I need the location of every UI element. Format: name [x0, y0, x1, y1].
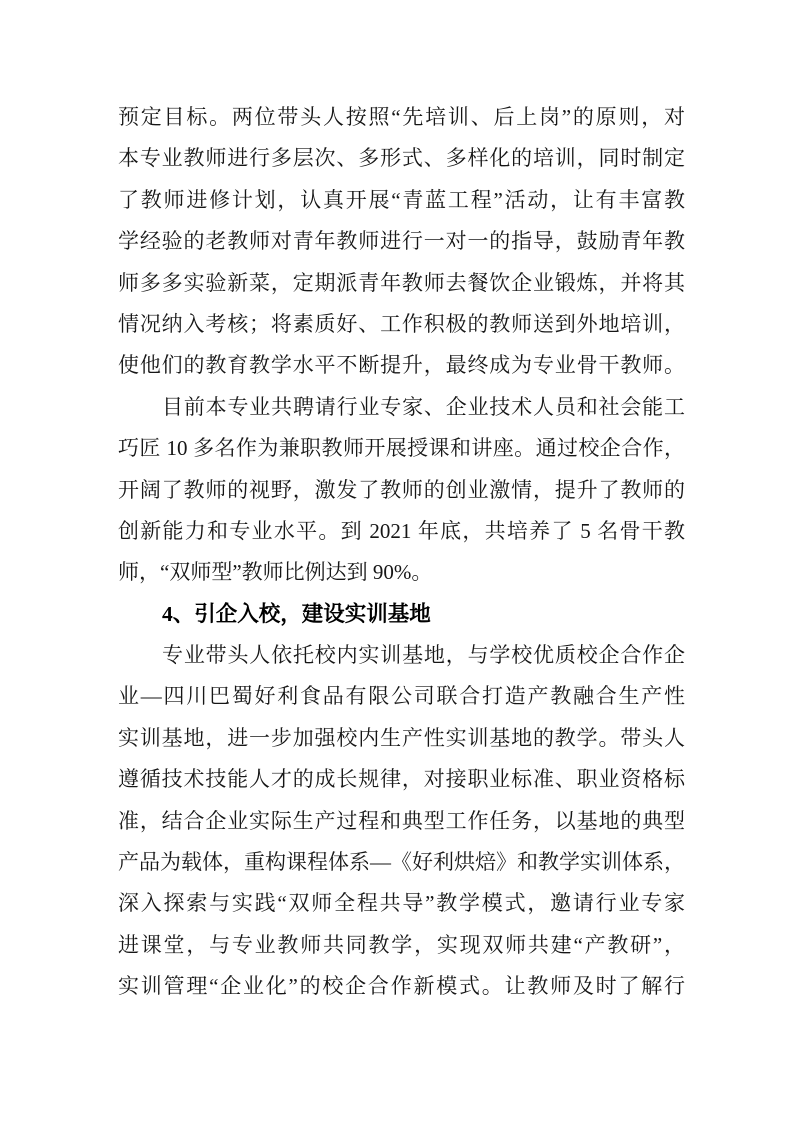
- paragraph-teacher-training: [118, 97, 685, 387]
- text-line: 准，结合企业实际生产过程和典型工作任务，以基地的典型: [118, 808, 685, 833]
- text-line: 开阔了教师的视野，激发了教师的创业激情，提升了教师的: [118, 477, 685, 502]
- text-line: 实训管理“企业化”的校企合作新模式。让教师及时了解行: [118, 974, 685, 999]
- text-line: 师多多实验新菜，定期派青年教师去餐饮企业锻炼，并将其: [118, 270, 685, 295]
- text-line: 学经验的老教师对青年教师进行一对一的指导，鼓励青年教: [118, 229, 685, 254]
- text-line: 深入探索与实践“双师全程共导”教学模式，邀请行业专家: [118, 891, 685, 916]
- paragraph-training-base: [118, 635, 685, 1008]
- text-line: 产品为载体，重构课程体系—《好利烘焙》和教学实训体系，: [118, 850, 685, 875]
- text-line: 实训基地，进一步加强校内生产性实训基地的教学。带头人: [118, 725, 685, 750]
- page-content: [118, 97, 685, 1008]
- text-line: 使他们的教育教学水平不断提升，最终成为专业骨干教师。: [118, 353, 685, 378]
- text-line: 目前本专业共聘请行业专家、企业技术人员和社会能工: [162, 394, 685, 419]
- text-line: 预定目标。两位带头人按照“先培训、后上岗”的原则，对: [118, 105, 685, 129]
- text-line: 巧匠 10 多名作为兼职教师开展授课和讲座。通过校企合作，: [118, 436, 685, 461]
- text-line: 专业带头人依托校内实训基地，与学校优质校企合作企: [162, 643, 685, 668]
- text-line: 进课堂，与专业教师共同教学，实现双师共建“产教研”，: [118, 932, 685, 957]
- text-line: 本专业教师进行多层次、多形式、多样化的培训，同时制定: [118, 146, 685, 171]
- text-line: 情况纳入考核；将素质好、工作积极的教师送到外地培训，: [118, 311, 685, 336]
- paragraph-part-time-teachers: [118, 387, 685, 594]
- text-line: 了教师进修计划，认真开展“青蓝工程”活动，让有丰富教: [118, 187, 685, 212]
- text-line: 创新能力和专业水平。到 2021 年底，共培养了 5 名骨干教: [118, 518, 685, 543]
- text-line: 师，“双师型”教师比例达到 90%。: [118, 560, 433, 585]
- section-heading: 4、引企入校，建设实训基地: [162, 601, 431, 626]
- text-line: 遵循技术技能人才的成长规律，对接职业标准、职业资格标: [118, 767, 685, 792]
- text-line: 业—四川巴蜀好利食品有限公司联合打造产教融合生产性: [118, 684, 685, 709]
